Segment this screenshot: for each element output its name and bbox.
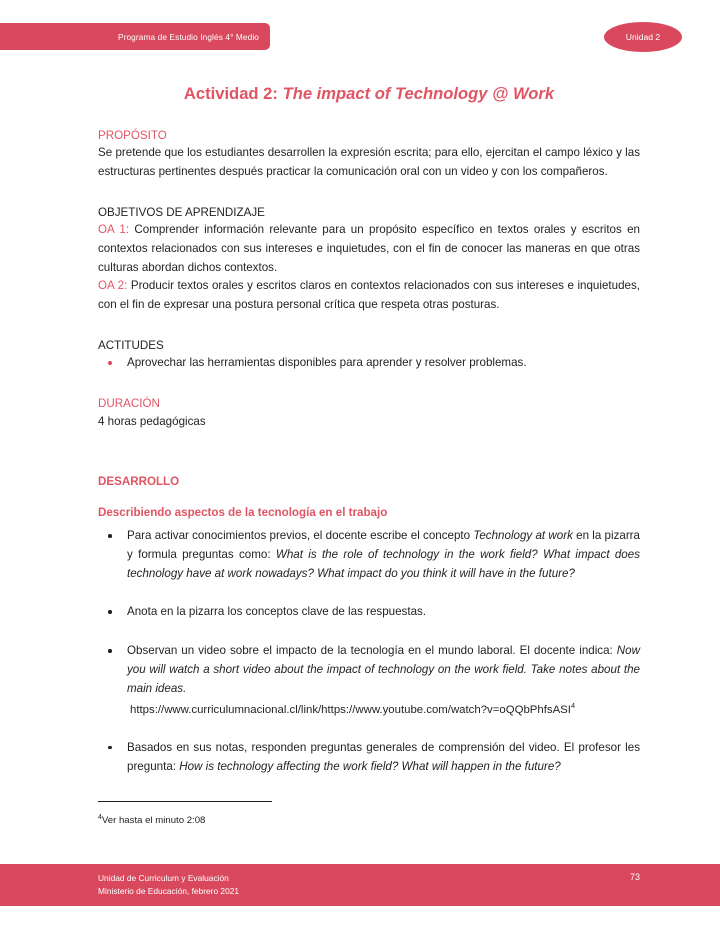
footnote (98, 813, 640, 828)
bullet-1-ital1: Technology at work (473, 529, 573, 543)
desarrollo-list (98, 527, 640, 776)
bullet-dot-icon (108, 649, 112, 653)
section-heading-duracion: DURACIÓN (98, 397, 160, 411)
oa2-text: Producir textos orales y escritos claros en contextos relacionados con sus intereses e inquietudes, con el fin de expresar una postura personal crítica que respeta otras posturas. (98, 279, 640, 312)
actitud-text: Aprovechar las herramientas disponibles para aprender y resolver problemas. (127, 356, 527, 370)
footnote-separator (98, 801, 272, 802)
bullet-1-ital2: What is the role of technology in the work field? What impact does technology have at work nowadays? What impact do you think it will have in the future? (127, 547, 640, 580)
bullet-dot-icon (108, 746, 112, 750)
bullet-dot-icon (108, 534, 112, 538)
oa1-text: Comprender información relevante para un propósito específico en textos orales y escritos en contextos relacionados con sus intereses e inquietudes, con el fin de conocer las maneras en que otras culturas abordan dichos contextos. (98, 223, 640, 274)
section-heading-objetivos: OBJETIVOS DE APRENDIZAJE (98, 205, 265, 219)
unit-badge-label: Unidad 2 (625, 32, 661, 42)
section-heading-actitudes: ACTITUDES (98, 338, 164, 352)
section-subheading-desarrollo: Describiendo aspectos de la tecnología en el trabajo (98, 505, 388, 519)
bullet-1-part1: Para activar conocimientos previos, el docente escribe el concepto (127, 529, 474, 543)
bullet-4-part1: Basados en sus notas, responden preguntas generales de comprensión del video. El profesor les pregunta: (127, 740, 640, 773)
bullet-2-text: Anota en la pizarra los conceptos clave de las respuestas. (127, 605, 427, 619)
page-number: 73 (629, 872, 640, 882)
bullet-4-ital1: How is technology affecting the work field? What will happen in the future? (179, 759, 561, 773)
bullet-dot-icon (108, 361, 112, 365)
footer-line-2: Ministerio de Educación, febrero 2021 (98, 885, 240, 896)
oa1-tag: OA 1: (98, 223, 130, 237)
bullet-1-part2: en la pizarra y formula preguntas como: (127, 529, 640, 561)
page-title-prefix: Actividad 2: (183, 84, 278, 103)
table-row (98, 603, 640, 622)
duracion-text: 4 horas pedagógicas (98, 414, 206, 428)
table-row (98, 642, 640, 719)
bullet-3-part1: Observan un video sobre el impacto de la tecnología en el mundo laboral. El docente indica: (127, 644, 617, 658)
page-title-emphasis: The impact of Technology @ Work (282, 84, 555, 103)
program-header-label: Programa de Estudio Inglés 4° Medio (117, 31, 259, 42)
page-title (98, 84, 640, 105)
bullet-dot-icon (108, 610, 112, 614)
video-link-url: https://www.curriculumnacional.cl/link/https://www.youtube.com/watch?v=oQQbPhfsASI (130, 703, 571, 716)
table-row (98, 527, 640, 583)
table-row (98, 739, 640, 777)
objetivo-oa2 (98, 277, 640, 315)
bullet-3-ital1: Now you will watch a short video about the impact of technology on the work field. Take notes about the main ideas. (127, 644, 640, 695)
section-heading-proposito: PROPÓSITO (98, 128, 167, 142)
footnote-text: Ver hasta el minuto 2:08 (101, 815, 206, 827)
page-content (98, 0, 640, 828)
section-heading-desarrollo: DESARROLLO (98, 475, 180, 489)
footer-line-1: Unidad de Curriculum y Evaluación (98, 873, 229, 883)
footnote-number: 4 (98, 814, 102, 822)
list-item (98, 354, 640, 373)
oa2-tag: OA 2: (98, 279, 128, 293)
actitudes-list (98, 354, 640, 373)
footnote-marker: 4 (570, 700, 576, 710)
objetivo-oa1 (98, 221, 640, 277)
footer-credits (98, 872, 239, 897)
proposito-text: Se pretende que los estudiantes desarrollen la expresión escrita; para ello, ejercitan el campo léxico y las estructuras pertinentes después practicar la comunicación oral con un video y con los compañeros. (98, 146, 640, 178)
page-footer (0, 864, 720, 906)
video-link[interactable] (130, 700, 640, 719)
